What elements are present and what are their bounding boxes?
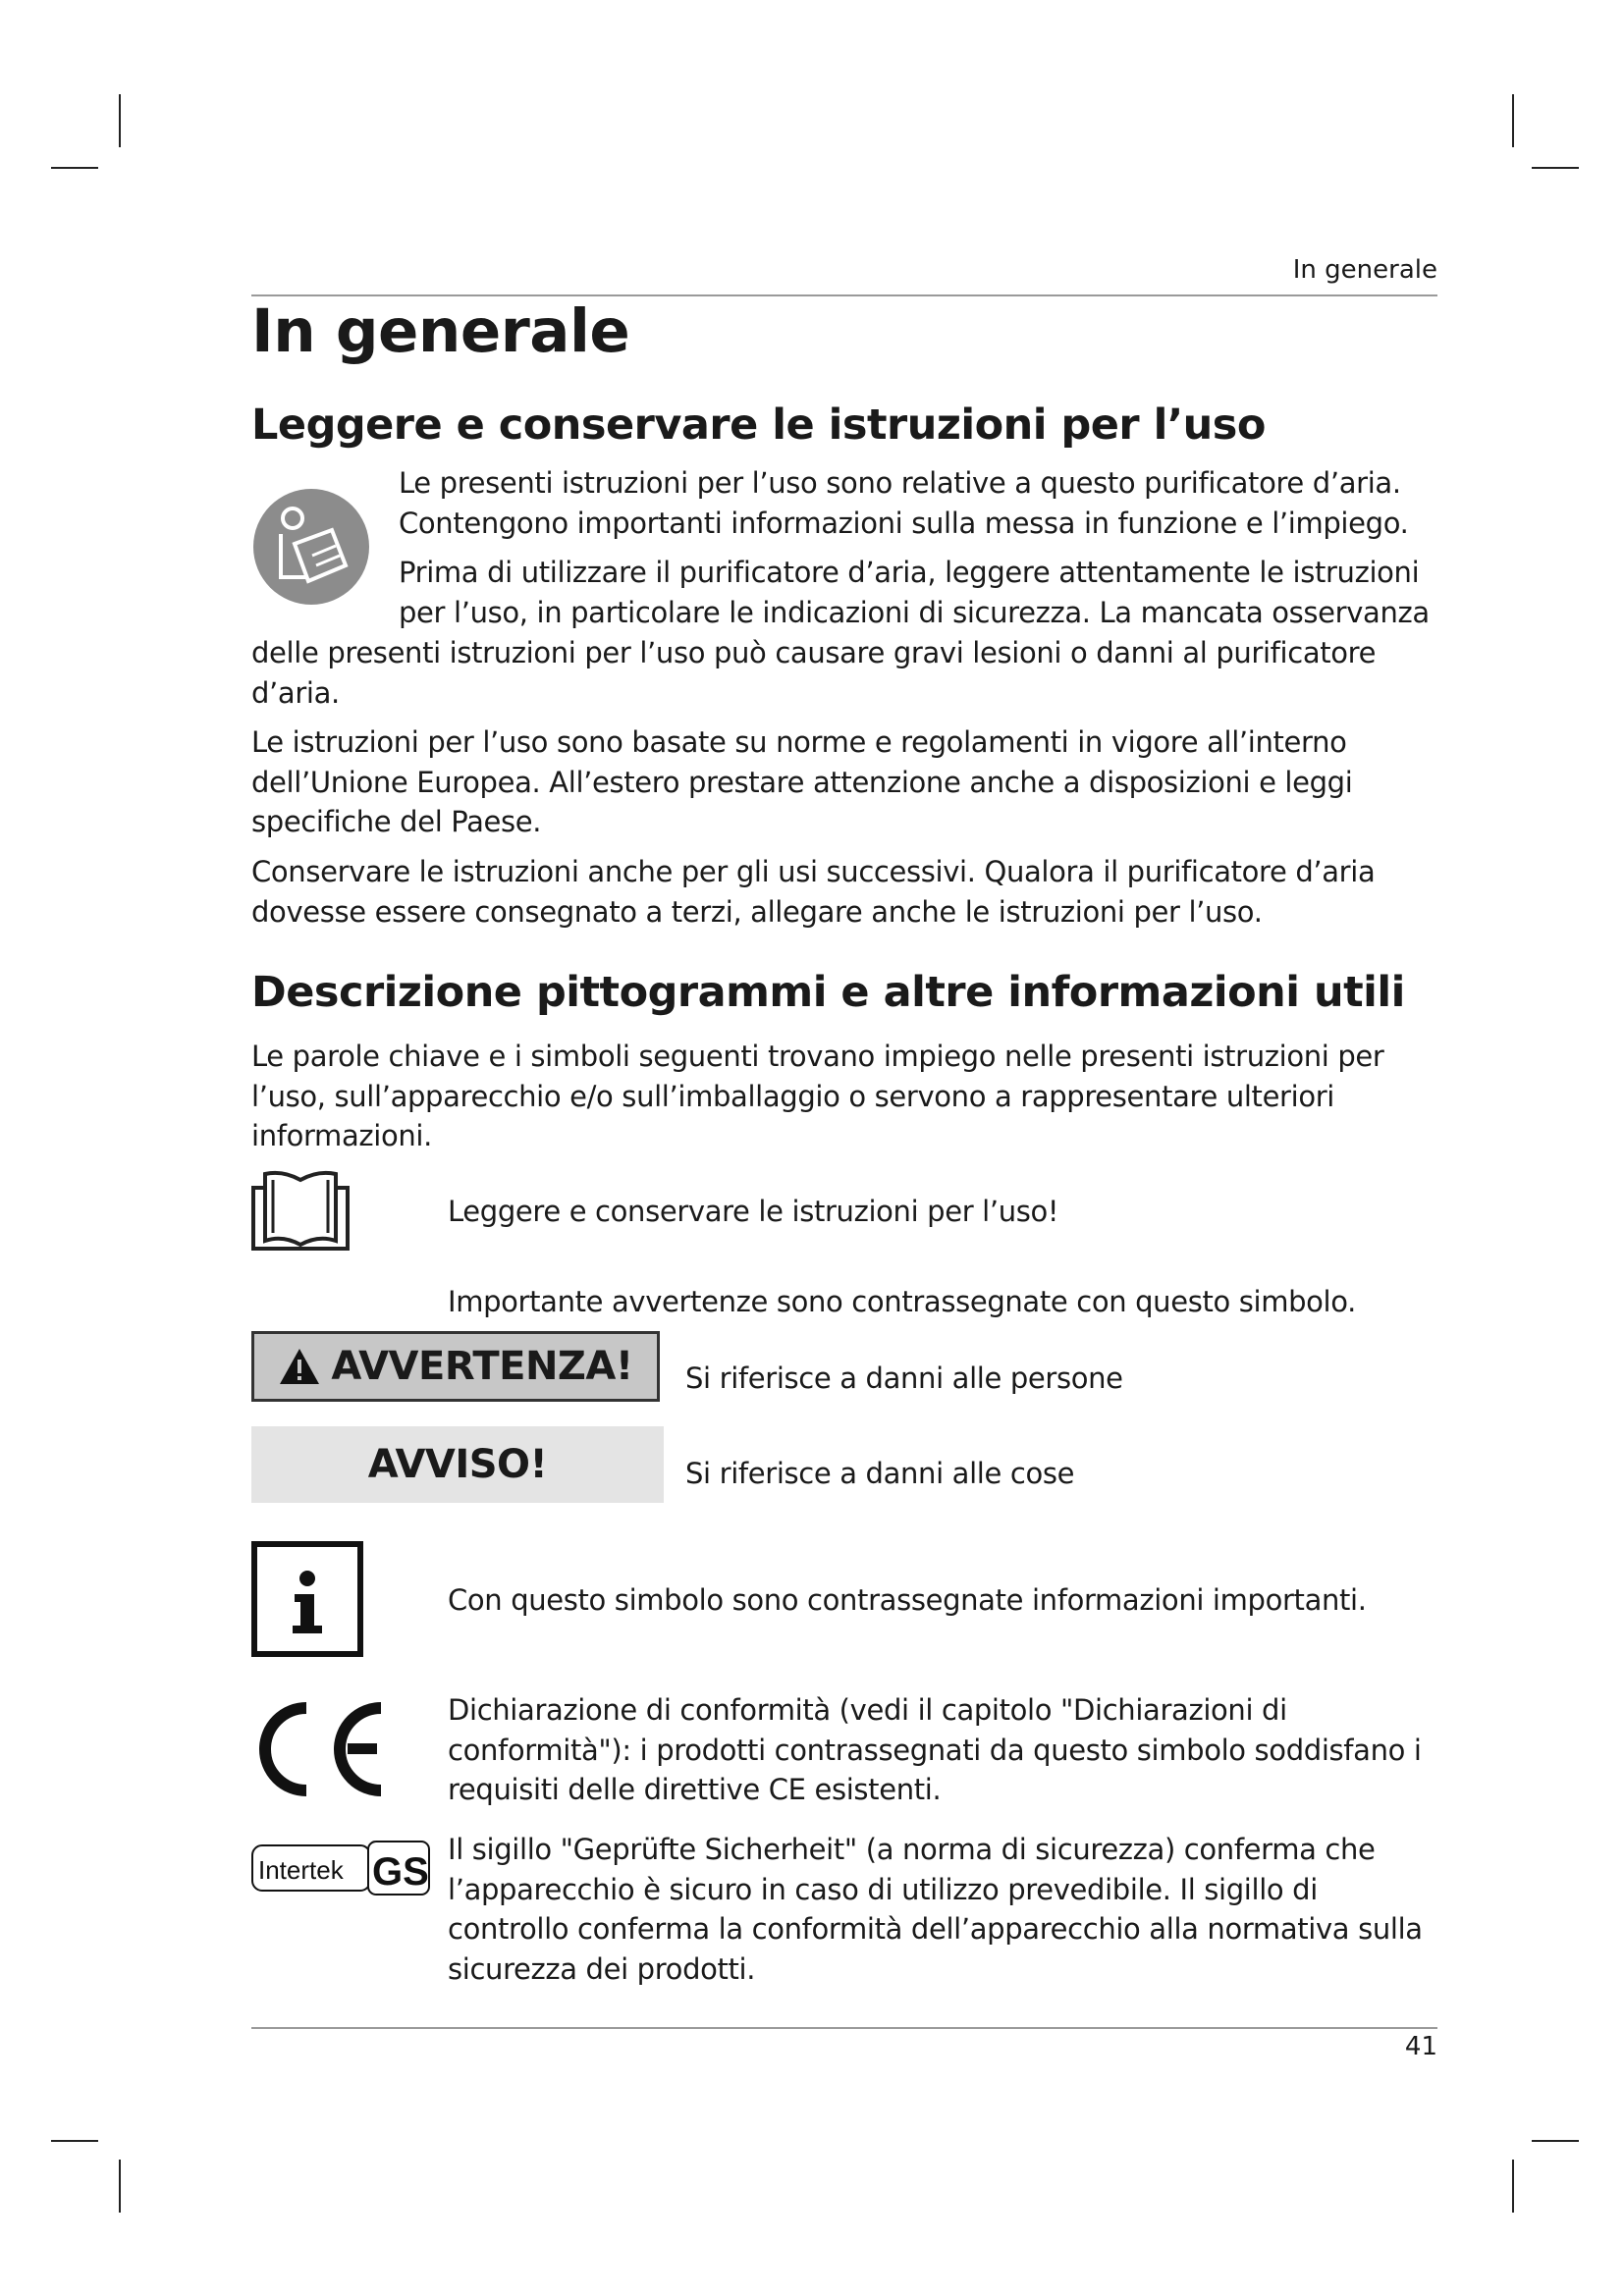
notice-description: Si riferisce a danni alle cose [685,1457,1075,1490]
crop-mark [1512,94,1514,147]
crop-mark [1532,167,1579,169]
warnings-intro-text: Importante avvertenze sono contrassegnate con questo simbolo. [448,1285,1357,1318]
page-number: 41 [1404,2032,1437,2061]
instructions-line-6: d’aria. [251,676,340,710]
warning-label: AVVERTENZA! [331,1344,633,1389]
crop-mark [1532,2140,1579,2142]
instructions-line-2: Contengono importanti informazioni sulla messa in funzione e l’impiego. [399,507,1409,540]
book-symbol-text: Leggere e conservare le istruzioni per l’uso! [448,1195,1059,1228]
notice-label: AVVISO! [367,1442,548,1487]
warning-triangle-icon [278,1347,321,1386]
gs-symbol-text: Il sigillo "Geprüfte Sicherheit" (a norma di sicurezza) conferma che l’apparecchio è sicuro in caso di utilizzo prevedibile. Il sigillo di controllo conferma la conformità dell’apparecchio alla normativa sulla sicurezza dei prodotti. [448,1833,1423,1986]
crop-mark [119,2160,121,2213]
crop-mark [1512,2160,1514,2213]
section-heading-instructions: Leggere e conservare le istruzioni per l’uso [251,400,1266,450]
crop-mark [51,2140,98,2142]
footer-rule [251,2027,1437,2029]
crop-mark [51,167,98,169]
paragraph-pictograms-intro: Le parole chiave e i simboli seguenti trovano impiego nelle presenti istruzioni per l’uso, sull’apparecchio e/o sull’imballaggio o servono a rappresentare ulteriori informazioni. [251,1040,1384,1152]
ce-symbol-text: Dichiarazione di conformità (vedi il capitolo "Dichiarazioni di conformità"): i prodotti contrassegnati da questo simbolo soddisfano i requisiti delle direttive CE esistenti. [448,1693,1422,1806]
info-symbol-text: Con questo simbolo sono contrassegnate informazioni importanti. [448,1583,1367,1617]
paragraph-eu-regulations: Le istruzioni per l’uso sono basate su norme e regolamenti in vigore all’interno dell’Unione Europea. All’estero prestare attenzione anche a disposizioni e leggi specifiche del Paese. [251,725,1353,838]
paragraph-keep-instructions: Conservare le istruzioni anche per gli usi successivi. Qualora il purificatore d’aria dovesse essere consegnato a terzi, allegare anche le istruzioni per l’uso. [251,855,1376,929]
gs-mark: GS [372,1850,429,1894]
instructions-line-4: per l’uso, in particolare le indicazioni di sicurezza. La mancata osservanza [399,596,1430,629]
instructions-line-5: delle presenti istruzioni per l’uso può causare gravi lesioni o danni al purificatore [251,636,1377,669]
instructions-line-1: Le presenti istruzioni per l’uso sono relative a questo purificatore d’aria. [399,466,1401,500]
warning-description: Si riferisce a danni alle persone [685,1362,1123,1395]
instructions-line-3: Prima di utilizzare il purificatore d’aria, leggere attentamente le istruzioni [399,556,1420,589]
section-heading-pictograms: Descrizione pittogrammi e altre informazioni utili [251,968,1405,1017]
open-book-icon [251,1168,350,1251]
page-title: In generale [251,296,630,366]
notice-label-box [251,1426,664,1503]
running-head: In generale [251,255,1437,296]
info-icon [251,1541,363,1657]
crop-mark [119,94,121,147]
read-manual-icon [251,487,371,607]
gs-logo-text: Intertek [258,1855,344,1885]
warning-label-box [251,1331,660,1402]
gs-seal-logo [250,1840,431,1896]
ce-mark-icon [249,1700,387,1798]
